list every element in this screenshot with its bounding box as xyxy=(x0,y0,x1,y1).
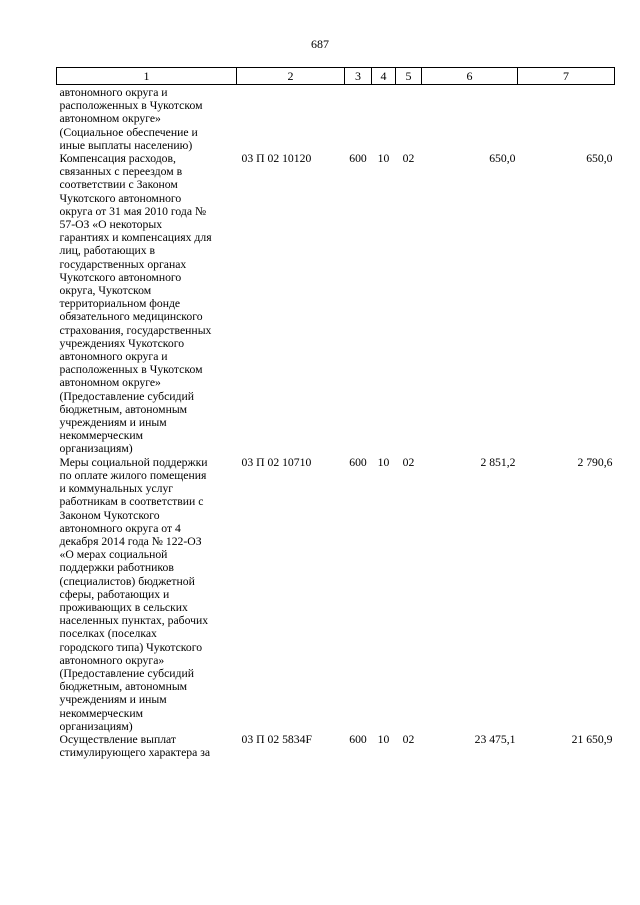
row-name: Компенсация расходов, связанных с переездом в соответствии с Законом Чукотского автономного округа от 31 мая 2010 года № 57-ОЗ «О некоторых гарантиях и компенсациях для лиц, работающих в государственных органах Чукотского автономного округа, Чукотском территориальном фонде обязательного медицинского страхования, государственных учреждениях Чукотского автономного округа и расположенных в Чукотском автономном округе» (Предоставление субсидий бюджетным, автономным учреждениям и иным некоммерческим организациям) xyxy=(59,152,212,456)
row-subsection: 02 xyxy=(402,732,415,746)
row-value-7: 21 650,9 xyxy=(571,732,613,746)
header-col-4: 4 xyxy=(372,68,396,85)
row-code: 03 П 02 5834F xyxy=(241,732,312,746)
row-vr xyxy=(345,85,372,153)
row-vr: 600 xyxy=(349,455,367,469)
header-col-5: 5 xyxy=(396,68,422,85)
row-section xyxy=(372,85,396,153)
row-code: 03 П 02 10120 xyxy=(241,152,312,166)
row-vr: 600 xyxy=(349,152,367,166)
table-row xyxy=(57,733,615,759)
row-code xyxy=(237,85,345,153)
row-value-7: 650,0 xyxy=(586,152,613,166)
row-vr: 600 xyxy=(349,732,367,746)
row-section: 10 xyxy=(377,732,390,746)
row-value-7 xyxy=(518,85,615,153)
table-row xyxy=(57,85,615,153)
row-subsection: 02 xyxy=(402,152,415,166)
budget-table xyxy=(56,67,615,759)
row-value-6: 650,0 xyxy=(489,152,516,166)
row-name: Осуществление выплат стимулирующего характера за xyxy=(59,732,211,760)
row-value-6: 2 851,2 xyxy=(480,455,516,469)
row-value-7: 2 790,6 xyxy=(577,455,613,469)
table-row xyxy=(57,152,615,456)
header-col-2: 2 xyxy=(237,68,345,85)
row-section: 10 xyxy=(377,455,390,469)
row-subsection xyxy=(396,85,422,153)
header-col-6: 6 xyxy=(422,68,518,85)
header-col-3: 3 xyxy=(345,68,372,85)
row-code: 03 П 02 10710 xyxy=(241,455,312,469)
row-subsection: 02 xyxy=(402,455,415,469)
row-value-6 xyxy=(422,85,518,153)
row-name: Меры социальной поддержки по оплате жилого помещения и коммунальных услуг работникам в соответствии с Законом Чукотского автономного округа от 4 декабря 2014 года № 122-ОЗ «О мерах социальной поддержки работников (специалистов) бюджетной сферы, работающих и проживающих в сельских населенных пунктах, рабочих поселках (поселках городского типа) Чукотского автономного округа» (Предоставление субсидий бюджетным, автономным учреждениям и иным некоммерческим организациям) xyxy=(59,455,209,733)
row-section: 10 xyxy=(377,152,390,166)
page-number: 687 xyxy=(311,37,329,51)
row-value-6: 23 475,1 xyxy=(474,732,516,746)
row-name: автономного округа и расположенных в Чукотском автономном округе» (Социальное обеспечение и иные выплаты населению) xyxy=(59,86,203,152)
table-row xyxy=(57,456,615,733)
header-row xyxy=(57,68,615,85)
header-col-7: 7 xyxy=(518,68,615,85)
header-col-1: 1 xyxy=(57,68,237,85)
